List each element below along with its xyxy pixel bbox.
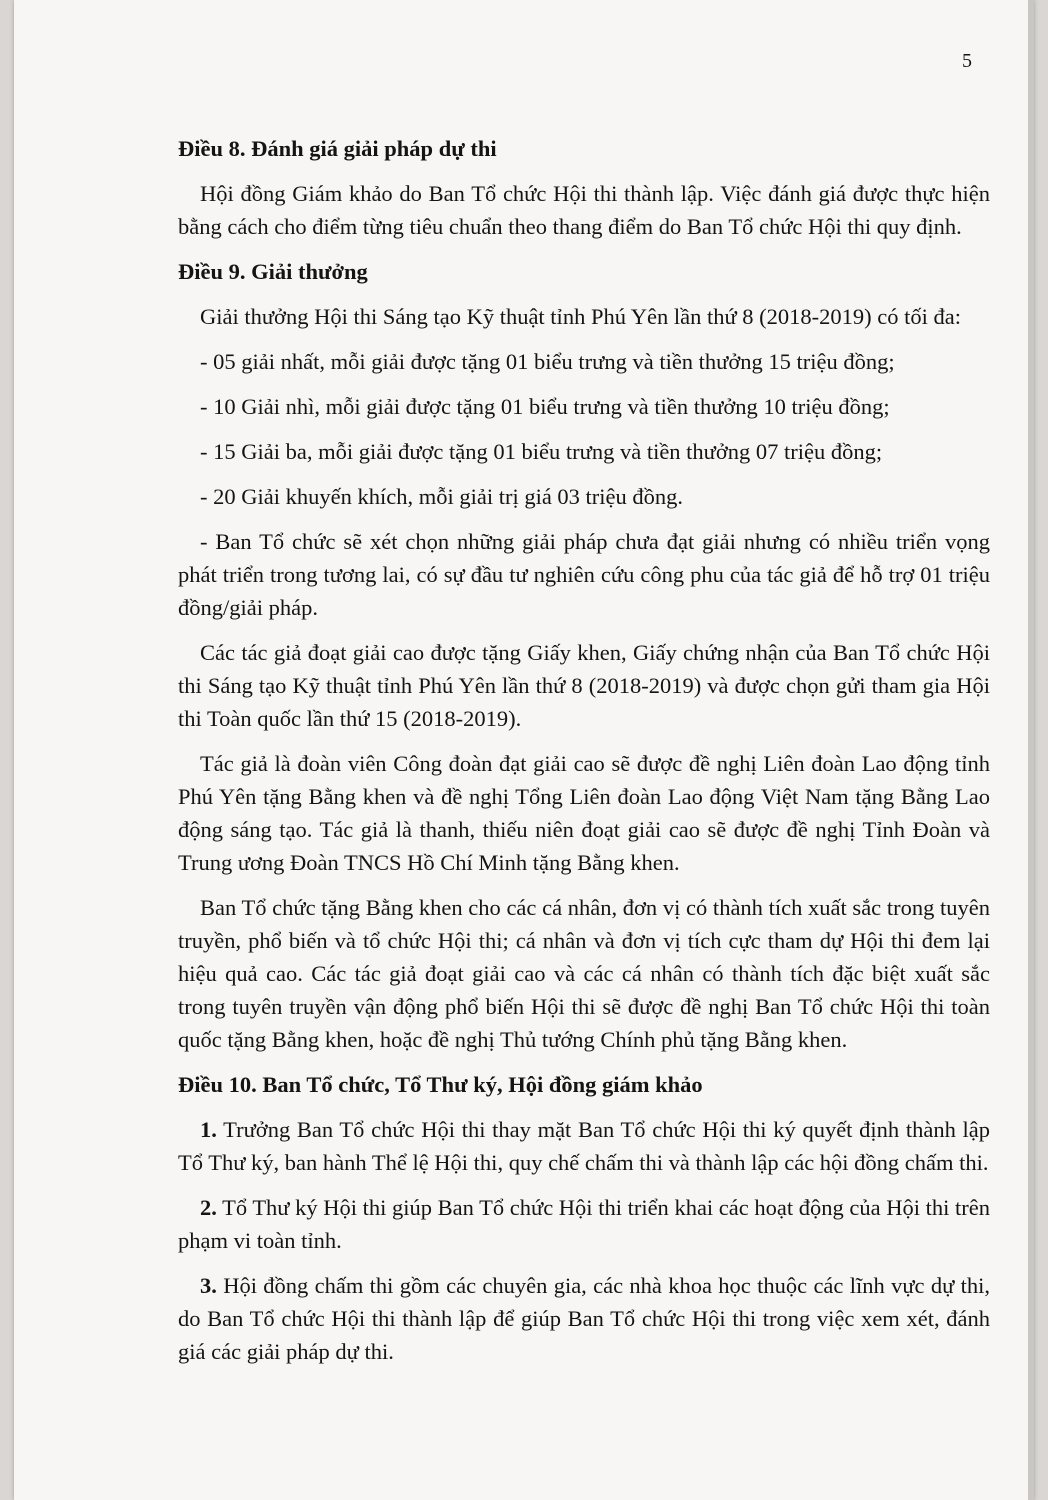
article-10-heading: Điều 10. Ban Tổ chức, Tổ Thư ký, Hội đồng giám khảo [178,1072,703,1097]
article-9-intro: Giải thưởng Hội thi Sáng tạo Kỹ thuật tỉnh Phú Yên lần thứ 8 (2018-2019) có tối đa: [200,304,961,329]
prize-encouragement: - 20 Giải khuyến khích, mỗi giải trị giá 03 triệu đồng. [200,484,684,509]
item-text: Trưởng Ban Tổ chức Hội thi thay mặt Ban Tổ chức Hội thi ký quyết định thành lập Tổ Thư ký, ban hành Thể lệ Hội thi, quy chế chấm thi và thành lập các hội đồng chấm thi. [178,1117,990,1175]
article-9-paragraph-3: Ban Tổ chức tặng Bằng khen cho các cá nhân, đơn vị có thành tích xuất sắc trong tuyên truyền, phổ biến và tổ chức Hội thi; cá nhân và đơn vị tích cực tham dự Hội thi đem lại hiệu quả cao. Các tác giả đoạt giải cao và các cá nhân có thành tích đặc biệt xuất sắc trong tuyên truyền vận động phổ biến Hội thi sẽ được đề nghị Ban Tổ chức Hội thi toàn quốc tặng Bằng khen, hoặc đề nghị Thủ tướng Chính phủ tặng Bằng khen. [178,895,990,1052]
item-number: 2. [200,1195,217,1220]
item-number: 3. [200,1273,217,1298]
prize-list [178,345,990,513]
document-page [14,0,1034,1500]
article-10-item-2 [178,1191,990,1257]
prize-third: - 15 Giải ba, mỗi giải được tặng 01 biểu trưng và tiền thưởng 07 triệu đồng; [200,439,883,464]
item-text: Tổ Thư ký Hội thi giúp Ban Tổ chức Hội thi triển khai các hoạt động của Hội thi trên phạm vi toàn tỉnh. [178,1195,990,1253]
article-9-heading: Điều 9. Giải thưởng [178,259,368,284]
article-8-heading: Điều 8. Đánh giá giải pháp dự thi [178,136,497,161]
item-text: Hội đồng chấm thi gồm các chuyên gia, các nhà khoa học thuộc các lĩnh vực dự thi, do Ban Tổ chức Hội thi thành lập để giúp Ban Tổ chức Hội thi trong việc xem xét, đánh giá các giải pháp dự thi. [178,1273,990,1364]
article-10-item-3 [178,1269,990,1368]
article-9-paragraph-2: Tác giả là đoàn viên Công đoàn đạt giải cao sẽ được đề nghị Liên đoàn Lao động tỉnh Phú Yên tặng Bằng khen và đề nghị Tổng Liên đoàn Lao động Việt Nam tặng Bằng Lao động sáng tạo. Tác giả là thanh, thiếu niên đoạt giải cao sẽ được đề nghị Tỉnh Đoàn và Trung ương Đoàn TNCS Hồ Chí Minh tặng Bằng khen. [178,751,990,875]
article-8-body: Hội đồng Giám khảo do Ban Tổ chức Hội thi thành lập. Việc đánh giá được thực hiện bằng cách cho điểm từng tiêu chuẩn theo thang điểm do Ban Tổ chức Hội thi quy định. [178,181,990,239]
article-9-paragraph-1: Các tác giả đoạt giải cao được tặng Giấy khen, Giấy chứng nhận của Ban Tổ chức Hội thi Sáng tạo Kỹ thuật tỉnh Phú Yên lần thứ 8 (2018-2019) và được chọn gửi tham gia Hội thi Toàn quốc lần thứ 15 (2018-2019). [178,640,990,731]
prize-second: - 10 Giải nhì, mỗi giải được tặng 01 biểu trưng và tiền thưởng 10 triệu đồng; [200,394,890,419]
prize-first: - 05 giải nhất, mỗi giải được tặng 01 biểu trưng và tiền thưởng 15 triệu đồng; [200,349,895,374]
support-paragraph: - Ban Tổ chức sẽ xét chọn những giải pháp chưa đạt giải nhưng có nhiều triển vọng phát triển trong tương lai, có sự đầu tư nghiên cứu công phu của tác giả để hỗ trợ 01 triệu đồng/giải pháp. [178,529,990,620]
article-10-item-1 [178,1113,990,1179]
document-body [178,132,990,1380]
page-edge [1028,0,1034,1500]
page-number: 5 [962,50,972,72]
item-number: 1. [200,1117,217,1142]
